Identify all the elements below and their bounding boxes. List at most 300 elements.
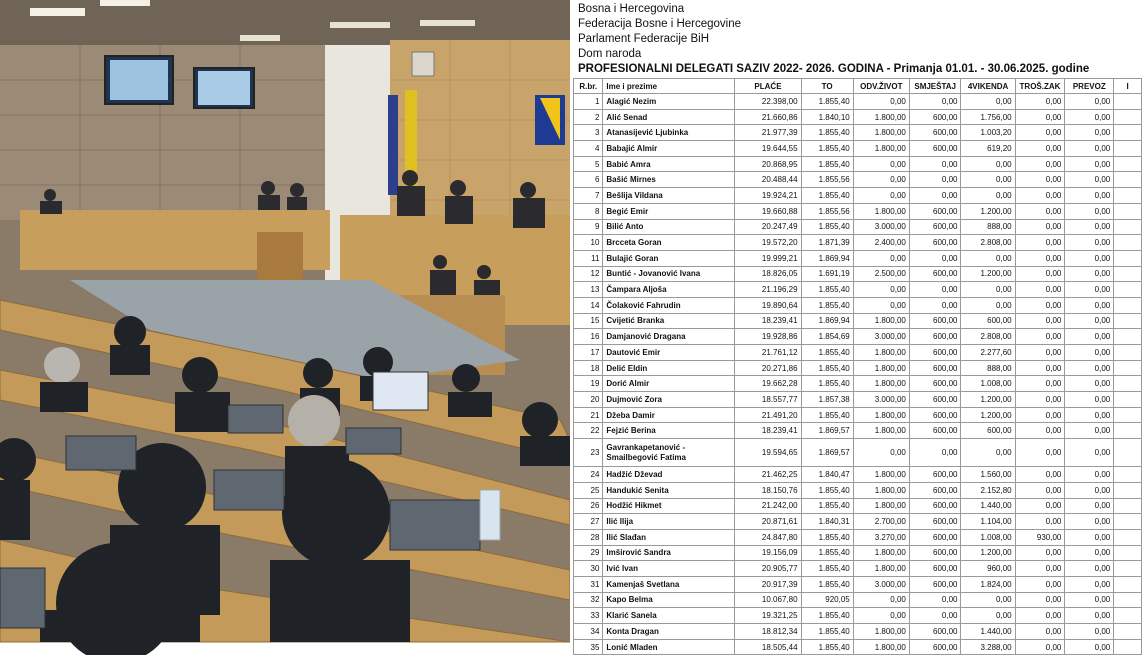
salary-cell: 18.812,34 (735, 624, 801, 640)
vikenda-cell: 1.003,20 (961, 125, 1015, 141)
prevoz-cell: 0,00 (1065, 203, 1114, 219)
row-number: 28 (574, 529, 603, 545)
to-cell: 1.855,40 (801, 94, 853, 110)
delegate-name: Klarić Sanela (603, 608, 735, 624)
odv-zivot-cell: 1.800,00 (853, 624, 909, 640)
odv-zivot-cell: 3.000,00 (853, 219, 909, 235)
row-number: 7 (574, 188, 603, 204)
troszak-cell: 0,00 (1015, 172, 1065, 188)
prevoz-cell: 0,00 (1065, 188, 1114, 204)
delegate-name: Kamenjaš Svetlana (603, 576, 735, 592)
smjestaj-cell: 600,00 (909, 423, 961, 439)
col-header-place: PLAĆE (735, 79, 801, 94)
row-number: 13 (574, 282, 603, 298)
prevoz-cell: 0,00 (1065, 545, 1114, 561)
smjestaj-cell: 600,00 (909, 360, 961, 376)
extra-cell (1114, 172, 1142, 188)
vikenda-cell: 0,00 (961, 188, 1015, 204)
to-cell: 1.855,40 (801, 125, 853, 141)
row-number: 27 (574, 514, 603, 530)
salary-cell: 21.462,25 (735, 467, 801, 483)
salary-cell: 20.247,49 (735, 219, 801, 235)
table-row (574, 141, 1142, 157)
salary-cell: 19.890,64 (735, 297, 801, 313)
prevoz-cell: 0,00 (1065, 250, 1114, 266)
row-number: 12 (574, 266, 603, 282)
col-header-prevoz: PREVOZ (1065, 79, 1114, 94)
vikenda-cell: 1.008,00 (961, 376, 1015, 392)
salary-cell: 18.557,77 (735, 392, 801, 408)
prevoz-cell: 0,00 (1065, 439, 1114, 467)
smjestaj-cell: 0,00 (909, 282, 961, 298)
troszak-cell: 0,00 (1015, 266, 1065, 282)
vikenda-cell: 3.288,00 (961, 639, 1015, 655)
troszak-cell: 0,00 (1015, 250, 1065, 266)
prevoz-cell: 0,00 (1065, 266, 1114, 282)
troszak-cell: 0,00 (1015, 576, 1065, 592)
salary-cell: 21.660,86 (735, 109, 801, 125)
smjestaj-cell: 600,00 (909, 219, 961, 235)
salary-cell: 19.594,65 (735, 439, 801, 467)
smjestaj-cell: 600,00 (909, 392, 961, 408)
to-cell: 1.857,38 (801, 392, 853, 408)
row-number: 24 (574, 467, 603, 483)
table-row (574, 235, 1142, 251)
to-cell: 1.855,40 (801, 376, 853, 392)
delegate-name: Imširović Sandra (603, 545, 735, 561)
col-header-odv: ODV.ŽIVOT (853, 79, 909, 94)
odv-zivot-cell: 1.800,00 (853, 482, 909, 498)
prevoz-cell: 0,00 (1065, 109, 1114, 125)
smjestaj-cell: 0,00 (909, 94, 961, 110)
smjestaj-cell: 600,00 (909, 624, 961, 640)
salary-cell: 19.999,21 (735, 250, 801, 266)
troszak-cell: 0,00 (1015, 423, 1065, 439)
salary-cell: 21.242,00 (735, 498, 801, 514)
to-cell: 1.855,40 (801, 345, 853, 361)
salary-cell: 19.924,21 (735, 188, 801, 204)
smjestaj-cell: 600,00 (909, 561, 961, 577)
row-number: 32 (574, 592, 603, 608)
odv-zivot-cell: 0,00 (853, 608, 909, 624)
row-number: 3 (574, 125, 603, 141)
to-cell: 1.869,94 (801, 313, 853, 329)
smjestaj-cell: 600,00 (909, 376, 961, 392)
prevoz-cell: 0,00 (1065, 141, 1114, 157)
extra-cell (1114, 345, 1142, 361)
delegate-name: Damjanović Dragana (603, 329, 735, 345)
smjestaj-cell: 600,00 (909, 467, 961, 483)
odv-zivot-cell: 1.800,00 (853, 125, 909, 141)
header-house: Dom naroda (578, 48, 642, 60)
troszak-cell: 0,00 (1015, 94, 1065, 110)
smjestaj-cell: 0,00 (909, 439, 961, 467)
table-row (574, 467, 1142, 483)
prevoz-cell: 0,00 (1065, 392, 1114, 408)
extra-cell (1114, 125, 1142, 141)
odv-zivot-cell: 0,00 (853, 439, 909, 467)
odv-zivot-cell: 1.800,00 (853, 313, 909, 329)
extra-cell (1114, 203, 1142, 219)
to-cell: 1.855,40 (801, 156, 853, 172)
troszak-cell: 0,00 (1015, 608, 1065, 624)
troszak-cell: 0,00 (1015, 439, 1065, 467)
salary-document (570, 0, 1142, 652)
delegate-name: Babić Amra (603, 156, 735, 172)
delegate-name: Dautović Emir (603, 345, 735, 361)
vikenda-cell: 1.200,00 (961, 203, 1015, 219)
to-cell: 1.855,40 (801, 529, 853, 545)
prevoz-cell: 0,00 (1065, 624, 1114, 640)
delegate-name: Bešlija Vildana (603, 188, 735, 204)
parliament-hall-illustration (0, 0, 570, 642)
table-row (574, 498, 1142, 514)
vikenda-cell: 1.104,00 (961, 514, 1015, 530)
table-body (574, 94, 1142, 655)
odv-zivot-cell: 2.500,00 (853, 266, 909, 282)
extra-cell (1114, 360, 1142, 376)
delegate-name (603, 439, 735, 467)
delegate-name: Brcceta Goran (603, 235, 735, 251)
prevoz-cell: 0,00 (1065, 514, 1114, 530)
to-cell: 1.855,40 (801, 188, 853, 204)
table-row (574, 592, 1142, 608)
table-row (574, 266, 1142, 282)
prevoz-cell: 0,00 (1065, 467, 1114, 483)
salary-cell: 21.761,12 (735, 345, 801, 361)
troszak-cell: 0,00 (1015, 109, 1065, 125)
troszak-cell: 0,00 (1015, 392, 1065, 408)
row-number: 2 (574, 109, 603, 125)
prevoz-cell: 0,00 (1065, 156, 1114, 172)
to-cell: 1.855,40 (801, 498, 853, 514)
to-cell: 1.855,40 (801, 545, 853, 561)
salary-cell: 22.398,00 (735, 94, 801, 110)
delegate-name: Bilić Anto (603, 219, 735, 235)
odv-zivot-cell: 1.800,00 (853, 467, 909, 483)
troszak-cell: 0,00 (1015, 592, 1065, 608)
salary-cell: 10.067,80 (735, 592, 801, 608)
to-cell: 1.855,40 (801, 360, 853, 376)
troszak-cell: 0,00 (1015, 329, 1065, 345)
to-cell: 1.855,56 (801, 203, 853, 219)
row-number: 20 (574, 392, 603, 408)
to-cell: 1.840,10 (801, 109, 853, 125)
prevoz-cell: 0,00 (1065, 608, 1114, 624)
smjestaj-cell: 600,00 (909, 125, 961, 141)
vikenda-cell: 0,00 (961, 172, 1015, 188)
odv-zivot-cell: 1.800,00 (853, 345, 909, 361)
row-number: 33 (574, 608, 603, 624)
troszak-cell: 0,00 (1015, 376, 1065, 392)
prevoz-cell: 0,00 (1065, 407, 1114, 423)
document-title: PROFESIONALNI DELEGATI SAZIV 2022- 2026. GODINA - Primanja 01.01. - 30.06.2025. godine (578, 63, 1090, 75)
table-row (574, 514, 1142, 530)
vikenda-cell: 1.560,00 (961, 467, 1015, 483)
smjestaj-cell: 600,00 (909, 141, 961, 157)
prevoz-cell: 0,00 (1065, 313, 1114, 329)
extra-cell (1114, 592, 1142, 608)
prevoz-cell: 0,00 (1065, 592, 1114, 608)
salary-cell: 20.488,44 (735, 172, 801, 188)
extra-cell (1114, 576, 1142, 592)
table-row (574, 282, 1142, 298)
vikenda-cell: 0,00 (961, 592, 1015, 608)
extra-cell (1114, 109, 1142, 125)
row-number: 21 (574, 407, 603, 423)
odv-zivot-cell: 0,00 (853, 188, 909, 204)
delegate-name: Čampara Aljoša (603, 282, 735, 298)
header-country: Bosna i Hercegovina (578, 3, 685, 15)
odv-zivot-cell: 1.800,00 (853, 203, 909, 219)
smjestaj-cell: 0,00 (909, 250, 961, 266)
troszak-cell: 0,00 (1015, 156, 1065, 172)
extra-cell (1114, 266, 1142, 282)
vikenda-cell: 1.824,00 (961, 576, 1015, 592)
extra-cell (1114, 439, 1142, 467)
smjestaj-cell: 600,00 (909, 514, 961, 530)
delegate-name: Cvijetić Branka (603, 313, 735, 329)
delegate-name: Dorić Almir (603, 376, 735, 392)
delegate-name: Begić Emir (603, 203, 735, 219)
table-row (574, 360, 1142, 376)
table-row (574, 250, 1142, 266)
to-cell: 1.869,94 (801, 250, 853, 266)
extra-cell (1114, 467, 1142, 483)
table-row (574, 529, 1142, 545)
salary-table (573, 78, 1142, 655)
table-row (574, 482, 1142, 498)
salary-cell: 19.644,55 (735, 141, 801, 157)
table-header-row (574, 79, 1142, 94)
row-number: 10 (574, 235, 603, 251)
vikenda-cell: 1.440,00 (961, 624, 1015, 640)
troszak-cell: 0,00 (1015, 141, 1065, 157)
row-number: 34 (574, 624, 603, 640)
odv-zivot-cell: 0,00 (853, 156, 909, 172)
prevoz-cell: 0,00 (1065, 282, 1114, 298)
prevoz-cell: 0,00 (1065, 423, 1114, 439)
salary-cell: 21.196,29 (735, 282, 801, 298)
smjestaj-cell: 0,00 (909, 592, 961, 608)
row-number: 5 (574, 156, 603, 172)
table-row (574, 156, 1142, 172)
table-row (574, 608, 1142, 624)
row-number: 23 (574, 439, 603, 467)
salary-cell: 19.156,09 (735, 545, 801, 561)
col-header-rb: R.br. (574, 79, 603, 94)
row-number: 16 (574, 329, 603, 345)
smjestaj-cell: 600,00 (909, 345, 961, 361)
troszak-cell: 930,00 (1015, 529, 1065, 545)
odv-zivot-cell: 1.800,00 (853, 360, 909, 376)
col-header-vikenda: 4VIKENDA (961, 79, 1015, 94)
row-number: 18 (574, 360, 603, 376)
odv-zivot-cell: 1.800,00 (853, 545, 909, 561)
odv-zivot-cell: 3.000,00 (853, 392, 909, 408)
odv-zivot-cell: 1.800,00 (853, 376, 909, 392)
to-cell: 1.855,56 (801, 172, 853, 188)
odv-zivot-cell: 2.700,00 (853, 514, 909, 530)
salary-cell: 21.491,20 (735, 407, 801, 423)
table-row (574, 109, 1142, 125)
extra-cell (1114, 156, 1142, 172)
prevoz-cell: 0,00 (1065, 219, 1114, 235)
vikenda-cell: 0,00 (961, 156, 1015, 172)
table-row (574, 407, 1142, 423)
salary-cell: 19.662,28 (735, 376, 801, 392)
vikenda-cell: 2.277,60 (961, 345, 1015, 361)
extra-cell (1114, 423, 1142, 439)
delegate-name: Ivić Ivan (603, 561, 735, 577)
extra-cell (1114, 282, 1142, 298)
prevoz-cell: 0,00 (1065, 125, 1114, 141)
smjestaj-cell: 600,00 (909, 313, 961, 329)
vikenda-cell: 888,00 (961, 219, 1015, 235)
salary-cell: 19.321,25 (735, 608, 801, 624)
prevoz-cell: 0,00 (1065, 529, 1114, 545)
salary-cell: 18.239,41 (735, 423, 801, 439)
salary-cell: 18.150,76 (735, 482, 801, 498)
vikenda-cell: 619,20 (961, 141, 1015, 157)
table-row (574, 172, 1142, 188)
extra-cell (1114, 545, 1142, 561)
prevoz-cell: 0,00 (1065, 297, 1114, 313)
odv-zivot-cell: 1.800,00 (853, 109, 909, 125)
vikenda-cell: 0,00 (961, 94, 1015, 110)
delegate-name: Hadžić Dževad (603, 467, 735, 483)
salary-cell: 19.928,86 (735, 329, 801, 345)
troszak-cell: 0,00 (1015, 282, 1065, 298)
extra-cell (1114, 529, 1142, 545)
vikenda-cell: 960,00 (961, 561, 1015, 577)
vikenda-cell: 2.808,00 (961, 329, 1015, 345)
salary-cell: 18.826,05 (735, 266, 801, 282)
extra-cell (1114, 639, 1142, 655)
smjestaj-cell: 0,00 (909, 156, 961, 172)
prevoz-cell: 0,00 (1065, 94, 1114, 110)
delegate-name: Džeba Damir (603, 407, 735, 423)
smjestaj-cell: 600,00 (909, 109, 961, 125)
salary-cell: 19.572,20 (735, 235, 801, 251)
to-cell: 1.840,31 (801, 514, 853, 530)
table-row (574, 345, 1142, 361)
row-number: 26 (574, 498, 603, 514)
to-cell: 1.855,40 (801, 624, 853, 640)
salary-cell: 18.239,41 (735, 313, 801, 329)
odv-zivot-cell: 1.800,00 (853, 423, 909, 439)
row-number: 4 (574, 141, 603, 157)
salary-cell: 20.868,95 (735, 156, 801, 172)
smjestaj-cell: 600,00 (909, 639, 961, 655)
delegate-name: Buntić - Jovanović Ivana (603, 266, 735, 282)
smjestaj-cell: 600,00 (909, 498, 961, 514)
delegate-name-text: Gavrankapetanović - Smailbegović Fatima (606, 442, 686, 462)
extra-cell (1114, 407, 1142, 423)
to-cell: 1.855,40 (801, 141, 853, 157)
odv-zivot-cell: 1.800,00 (853, 639, 909, 655)
salary-cell: 21.977,39 (735, 125, 801, 141)
troszak-cell: 0,00 (1015, 345, 1065, 361)
row-number: 22 (574, 423, 603, 439)
delegate-name: Hodžić Hikmet (603, 498, 735, 514)
row-number: 29 (574, 545, 603, 561)
smjestaj-cell: 0,00 (909, 297, 961, 313)
delegate-name: Čolaković Fahrudin (603, 297, 735, 313)
odv-zivot-cell: 3.000,00 (853, 329, 909, 345)
delegate-name: Kapo Belma (603, 592, 735, 608)
delegate-name: Handukić Senita (603, 482, 735, 498)
header-federation: Federacija Bosne i Hercegovine (578, 18, 742, 30)
troszak-cell: 0,00 (1015, 297, 1065, 313)
delegate-name: Bulajić Goran (603, 250, 735, 266)
odv-zivot-cell: 0,00 (853, 94, 909, 110)
vikenda-cell: 0,00 (961, 282, 1015, 298)
extra-cell (1114, 313, 1142, 329)
table-row (574, 329, 1142, 345)
odv-zivot-cell: 1.800,00 (853, 498, 909, 514)
extra-cell (1114, 376, 1142, 392)
vikenda-cell: 1.756,00 (961, 109, 1015, 125)
smjestaj-cell: 0,00 (909, 172, 961, 188)
odv-zivot-cell: 1.800,00 (853, 561, 909, 577)
prevoz-cell: 0,00 (1065, 376, 1114, 392)
troszak-cell: 0,00 (1015, 624, 1065, 640)
smjestaj-cell: 600,00 (909, 529, 961, 545)
row-number: 8 (574, 203, 603, 219)
vikenda-cell: 1.200,00 (961, 407, 1015, 423)
odv-zivot-cell: 0,00 (853, 297, 909, 313)
odv-zivot-cell: 3.000,00 (853, 576, 909, 592)
vikenda-cell: 2.152,80 (961, 482, 1015, 498)
extra-cell (1114, 94, 1142, 110)
troszak-cell: 0,00 (1015, 235, 1065, 251)
odv-zivot-cell: 0,00 (853, 250, 909, 266)
troszak-cell: 0,00 (1015, 545, 1065, 561)
vikenda-cell: 1.200,00 (961, 545, 1015, 561)
extra-cell (1114, 482, 1142, 498)
vikenda-cell: 0,00 (961, 297, 1015, 313)
troszak-cell: 0,00 (1015, 467, 1065, 483)
table-row (574, 125, 1142, 141)
row-number: 19 (574, 376, 603, 392)
delegate-name: Atanasijević Ljubinka (603, 125, 735, 141)
to-cell: 1.855,40 (801, 561, 853, 577)
troszak-cell: 0,00 (1015, 407, 1065, 423)
table-row (574, 423, 1142, 439)
vikenda-cell: 0,00 (961, 250, 1015, 266)
extra-cell (1114, 235, 1142, 251)
row-number: 35 (574, 639, 603, 655)
troszak-cell: 0,00 (1015, 313, 1065, 329)
to-cell: 1.854,69 (801, 329, 853, 345)
table-row (574, 639, 1142, 655)
col-header-smjestaj: SMJEŠTAJ (909, 79, 961, 94)
to-cell: 1.855,40 (801, 576, 853, 592)
extra-cell (1114, 188, 1142, 204)
vikenda-cell: 0,00 (961, 608, 1015, 624)
to-cell: 1.855,40 (801, 219, 853, 235)
table-row (574, 219, 1142, 235)
delegate-name: Konta Dragan (603, 624, 735, 640)
table-row (574, 297, 1142, 313)
to-cell: 1.869,57 (801, 423, 853, 439)
salary-cell: 20.917,39 (735, 576, 801, 592)
delegate-name: Fejzić Berina (603, 423, 735, 439)
delegate-name: Ilić Slađan (603, 529, 735, 545)
vikenda-cell: 600,00 (961, 423, 1015, 439)
smjestaj-cell: 600,00 (909, 407, 961, 423)
